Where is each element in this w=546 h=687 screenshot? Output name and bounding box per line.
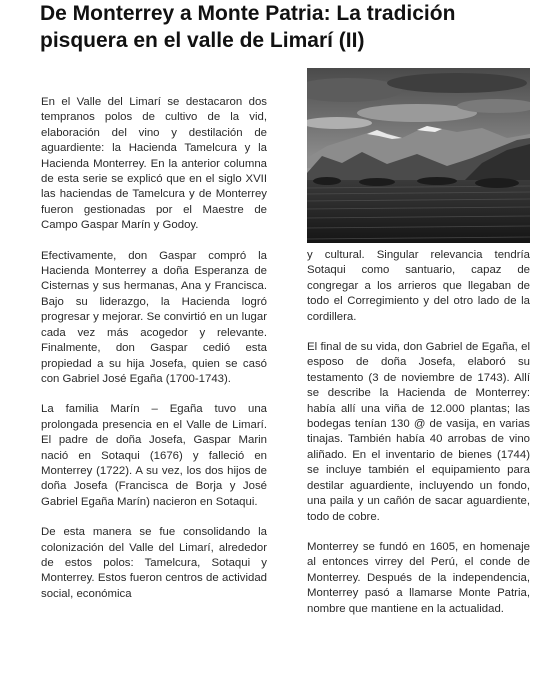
paragraph: En el Valle del Limarí se destacaron dos tempranos polos de cultivo de la vid, elaboración del vino y destilación de aguardiente: la Hacienda Tamelcura y la Hacienda Monterrey. En la anterior columna de esta serie se explicó que en el siglo XVII las haciendas de Tamelcura y de Monterrey fueron gestionadas por el Maestre de Campo Gaspar Marín y Godoy. <box>41 96 267 232</box>
paragraph: El final de su vida, don Gabriel de Egaña, el esposo de doña Josefa, elaboró su testamento (3 de noviembre de 1743). Allí se describe la Hacienda de Monterrey: había allí una viña de 12.000 plantas; las bodegas tenían 130 @ de vasija, en varias tinajas. También había 40 arrobas de vino aliñado. En el inventario de bienes (1744) se incluye también el equipamiento para destilar aguardiente, incluyendo un fondo, una paila y un cañón de sacar aguardiente, todo de cobre. <box>307 341 530 523</box>
left-column <box>41 95 267 602</box>
article-title: De Monterrey a Monte Patria: La tradición pisquera en el valle de Limarí (II) <box>40 2 456 52</box>
valley-vineyard-photo <box>307 68 530 243</box>
right-column <box>307 248 530 617</box>
paragraph: De esta manera se fue consolidando la colonización del Valle del Limarí, alrededor de estos polos: Tamelcura, Sotaqui y Monterrey. Estos fueron centros de actividad social, económica <box>41 526 267 600</box>
paragraph: y cultural. Singular relevancia tendría Sotaqui como santuario, capaz de congregar a los arrieros que llegaban de todo el Corregimiento y del otro lado de la cordillera. <box>307 249 530 323</box>
paragraph: Monterrey se fundó en 1605, en homenaje al entonces virrey del Perú, el conde de Monterrey. Después de la independencia, Monterrey pasó a llamarse Monte Patria, nombre que mantiene en la actualidad. <box>307 540 530 615</box>
paragraph: La familia Marín – Egaña tuvo una prolongada presencia en el Valle de Limarí. El padre de doña Josefa, Gaspar Marin nació en Sotaqui (1676) y falleció en Monterrey (1722). A su vez, los dos hijos de doña Josefa (Francisca de Borja y José Gabriel Egaña Marín) nacieron en Sotaqui. <box>41 403 267 508</box>
paragraph: Efectivamente, don Gaspar compró la Hacienda Monterrey a doña Esperanza de Cisternas y sus hermanas, Ana y Francisca. Bajo su liderazgo, la Hacienda logró progresar y mejorar. Se convirtió en un lugar cada vez más acogedor y relevante. Finalmente, don Gaspar cedió esta propiedad a su hija Josefa, quien se casó con Gabriel José Egaña (1700-1743). <box>41 249 267 385</box>
